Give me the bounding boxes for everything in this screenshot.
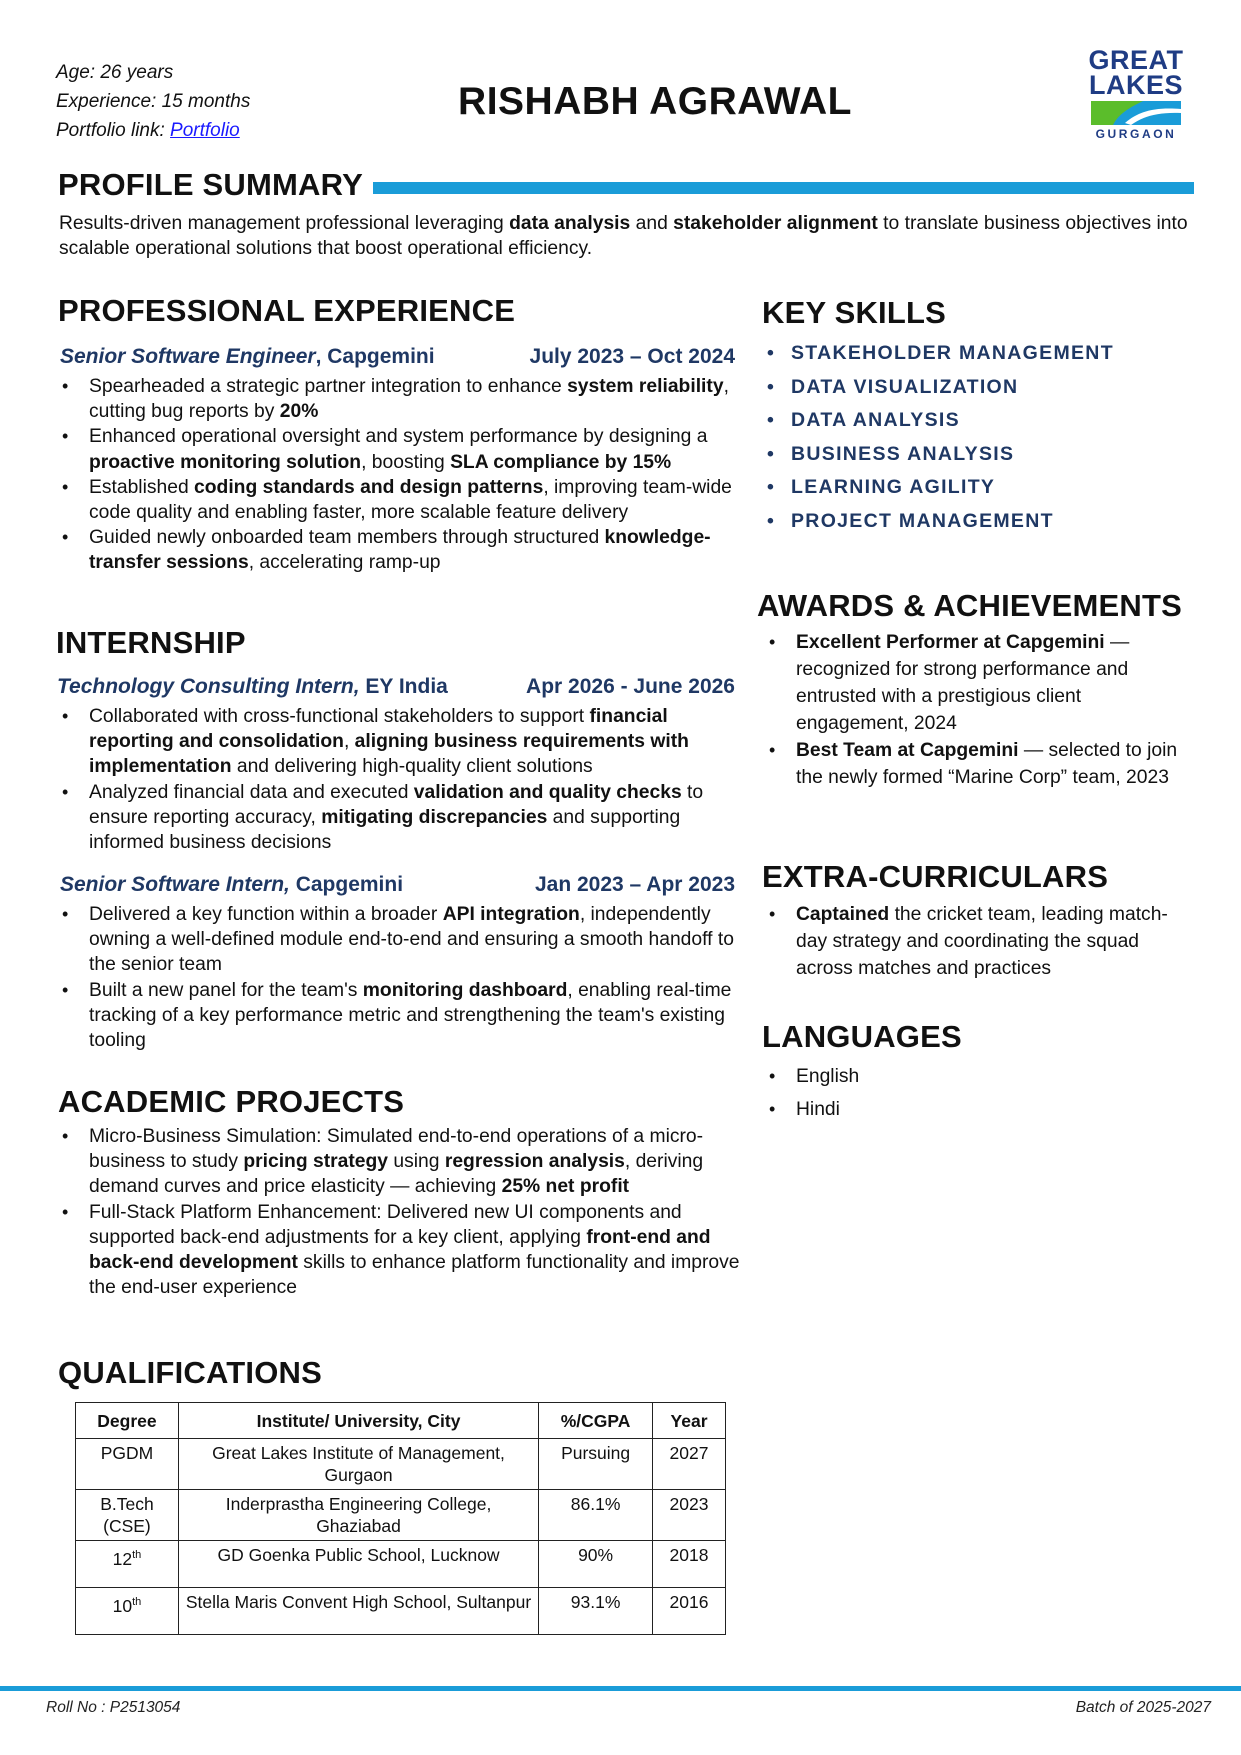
qualifications-heading: QUALIFICATIONS (58, 1355, 322, 1390)
roll-number: Roll No : P2513054 (46, 1699, 181, 1716)
internship-role-2: Senior Software Intern, (60, 873, 290, 896)
year-cell: 2018 (653, 1541, 726, 1588)
text: , improving team-wide code quality and enabling faster, more scalable feature delivery (89, 476, 732, 524)
degree-text: B.Tech (CSE) (100, 1494, 154, 1536)
extra-curriculars-heading: EXTRA-CURRICULARS (762, 859, 1109, 894)
text: — selected to join the newly formed “Marine Corp” team, 2023 (796, 740, 1178, 788)
portfolio-label: Portfolio link: (56, 120, 171, 141)
bold-text: Best Team at Capgemini (796, 740, 1019, 761)
bold-text: pricing strategy (243, 1151, 388, 1173)
great-lakes-logo (1088, 45, 1184, 141)
list-item (767, 629, 1187, 737)
bold-text: front-end and back-end development (89, 1226, 711, 1274)
table-row (76, 1439, 726, 1490)
text: Delivered a key function within a broader (89, 904, 443, 925)
bold-text: aligning business requirements with implementation (89, 731, 689, 778)
internship-company-1: EY India (359, 675, 448, 698)
column-header-institute: Institute/ University, City (178, 1403, 538, 1439)
logo-wave-icon (1091, 101, 1181, 125)
text: Results-driven management professional leveraging (59, 213, 510, 234)
degree-superscript: th (132, 1596, 142, 1608)
list-item (60, 525, 740, 575)
text: Micro-Business Simulation: Simulated end-to-end operations of a micro-business to study (89, 1126, 704, 1173)
institute-cell: Stella Maris Convent High School, Sultanpur (178, 1588, 538, 1635)
bold-text: coding standards and design patterns (194, 476, 544, 498)
internship-company-2: Capgemini (289, 873, 404, 896)
bold-text: knowledge-transfer sessions (89, 527, 711, 574)
languages-heading: LANGUAGES (762, 1019, 962, 1054)
score-cell: 90% (539, 1541, 653, 1588)
qualifications-table (75, 1402, 726, 1635)
awards-heading: AWARDS & ACHIEVEMENTS (757, 588, 1183, 623)
skill-item: • LEARNING AGILITY (762, 471, 1114, 505)
text: , cutting bug reports by (89, 376, 729, 423)
list-item (60, 978, 745, 1054)
institute-cell: Great Lakes Institute of Management, Gurgaon (178, 1439, 538, 1490)
bold-text: mitigating discrepancies (321, 806, 548, 828)
column-header-year: Year (653, 1403, 726, 1439)
internship-job-title-1 (57, 675, 448, 699)
candidate-name: RISHABH AGRAWAL (458, 80, 852, 123)
degree-text: PGDM (100, 1443, 154, 1463)
key-skills-list (762, 337, 1114, 538)
list-item (60, 704, 745, 780)
bold-text: monitoring dashboard (362, 979, 568, 1001)
text: the cricket team, leading match-day strategy and coordinating the squad across matches and practices (796, 904, 1168, 979)
logo-line-2: LAKES (1088, 70, 1183, 100)
bold-text: 20% (279, 401, 319, 423)
bold-text: SLA compliance by 15% (450, 451, 672, 473)
experience-role: Senior Software Engineer (60, 345, 316, 368)
bold-text: API integration (442, 904, 580, 925)
degree-superscript: th (132, 1549, 142, 1561)
skill-item: • DATA VISUALIZATION (762, 371, 1114, 405)
bold-text: proactive monitoring solution (89, 451, 362, 473)
portfolio-line (56, 116, 250, 145)
text: , boosting (361, 451, 451, 473)
bold-text: data analysis (509, 213, 631, 234)
table-row (76, 1541, 726, 1588)
logo-line-1: GREAT (1088, 45, 1184, 75)
text: — recognized for strong performance and entrusted with a prestigious client engagement, 2024 (796, 632, 1130, 734)
internship-role-1: Technology Consulting Intern, (57, 675, 360, 698)
logo-line-3: GURGAON (1095, 127, 1177, 141)
experience-company: , Capgemini (315, 345, 435, 368)
batch-text: Batch of 2025-2027 (1075, 1699, 1211, 1716)
text: and (630, 213, 674, 234)
year-cell: 2023 (653, 1490, 726, 1541)
language-item: • Hindi (767, 1093, 1187, 1126)
list-item (60, 1124, 745, 1200)
section-accent-bar (373, 182, 1194, 194)
text: Built a new panel for the team's (89, 979, 363, 1001)
institute-cell: GD Goenka Public School, Lucknow (178, 1541, 538, 1588)
degree-cell (76, 1490, 179, 1541)
profile-summary-heading: PROFILE SUMMARY (58, 167, 363, 202)
score-cell: 93.1% (539, 1588, 653, 1635)
bold-text: system reliability (567, 376, 724, 397)
year-cell: 2027 (653, 1439, 726, 1490)
text: and delivering high-quality client solutions (231, 756, 593, 778)
text: using (388, 1151, 445, 1173)
text: skills to enhance platform functionality and improve the end-user experience (89, 1252, 740, 1299)
text: , accelerating ramp-up (248, 552, 441, 574)
text: , enabling real-time tracking of a key performance metric and strengthening the team's existing tooling (89, 979, 732, 1052)
table-row (76, 1588, 726, 1635)
portfolio-link[interactable]: Portfolio (170, 120, 240, 141)
degree-text: 12 (112, 1548, 133, 1569)
experience-text: Experience: 15 months (56, 91, 251, 112)
footer-divider (0, 1686, 1241, 1691)
language-item: • English (767, 1060, 1187, 1093)
text: and supporting informed business decisions (89, 806, 681, 854)
text: Established (89, 476, 195, 498)
list-item (60, 780, 745, 856)
candidate-meta (56, 58, 250, 145)
awards-bullets (767, 629, 1187, 791)
list-item (60, 475, 740, 525)
text: to translate business objectives into scalable operational solutions that boost operational efficiency. (59, 213, 1188, 259)
internship-dates-1: Apr 2026 - June 2026 (526, 675, 735, 698)
bold-text: Captained (796, 904, 890, 925)
text: , deriving demand curves and price elasticity — achieving (89, 1151, 704, 1198)
skill-item: • BUSINESS ANALYSIS (762, 438, 1114, 472)
qualifications-body (76, 1439, 726, 1635)
list-item (60, 902, 745, 978)
extra-curriculars-bullets (767, 901, 1187, 982)
bold-text: financial reporting and consolidation (89, 706, 668, 753)
degree-cell (76, 1439, 179, 1490)
score-cell: 86.1% (539, 1490, 653, 1541)
experience-heading: PROFESSIONAL EXPERIENCE (58, 293, 516, 328)
age-text: Age: 26 years (56, 62, 174, 83)
list-item (767, 737, 1187, 791)
experience-bullets (60, 374, 740, 576)
internship-heading: INTERNSHIP (56, 625, 246, 660)
text: Spearheaded a strategic partner integration to enhance (89, 376, 568, 397)
bold-text: regression analysis (444, 1151, 625, 1173)
list-item (767, 901, 1187, 982)
languages-list (767, 1060, 1187, 1126)
list-item (60, 1200, 745, 1301)
skill-item: • DATA ANALYSIS (762, 404, 1114, 438)
list-item (60, 424, 740, 474)
column-header-score: %/CGPA (539, 1403, 653, 1439)
qualifications-header-row (76, 1403, 726, 1439)
text: Guided newly onboarded team members through structured (89, 527, 605, 549)
table-row (76, 1490, 726, 1541)
skill-item: • PROJECT MANAGEMENT (762, 505, 1114, 539)
internship-job-title-2 (60, 873, 403, 897)
list-item (60, 374, 740, 424)
text: , (343, 731, 355, 753)
bold-text: Excellent Performer at Capgemini (796, 632, 1105, 653)
key-skills-heading: KEY SKILLS (762, 295, 947, 330)
internship-bullets-1 (60, 704, 745, 855)
text: to ensure reporting accuracy, (89, 781, 704, 828)
text: Enhanced operational oversight and system performance by designing a (89, 426, 708, 448)
year-cell: 2016 (653, 1588, 726, 1635)
text: Analyzed financial data and executed (89, 781, 414, 803)
score-cell: Pursuing (539, 1439, 653, 1490)
institute-cell: Inderprastha Engineering College, Ghaziabad (178, 1490, 538, 1541)
column-header-degree: Degree (76, 1403, 179, 1439)
academic-projects-bullets (60, 1124, 745, 1300)
experience-job-title (60, 345, 435, 369)
internship-dates-2: Jan 2023 – Apr 2023 (534, 873, 735, 896)
experience-dates: July 2023 – Oct 2024 (529, 345, 735, 368)
text: Full-Stack Platform Enhancement: Delivered new UI components and supported back-end adjustments for a key client, applying (89, 1201, 682, 1248)
bold-text: validation and quality checks (413, 781, 682, 803)
degree-text: 10 (112, 1595, 133, 1616)
profile-summary-text (59, 211, 1199, 261)
skill-item: • STAKEHOLDER MANAGEMENT (762, 337, 1114, 371)
text: Collaborated with cross-functional stakeholders to support (89, 706, 590, 727)
bold-text: 25% net profit (501, 1176, 630, 1198)
degree-cell (76, 1541, 179, 1588)
academic-projects-heading: ACADEMIC PROJECTS (58, 1084, 405, 1119)
internship-bullets-2 (60, 902, 745, 1053)
text: , independently owning a well-defined module end-to-end and ensuring a smooth handoff to the senior team (89, 904, 734, 976)
bold-text: stakeholder alignment (673, 213, 878, 234)
degree-cell (76, 1588, 179, 1635)
